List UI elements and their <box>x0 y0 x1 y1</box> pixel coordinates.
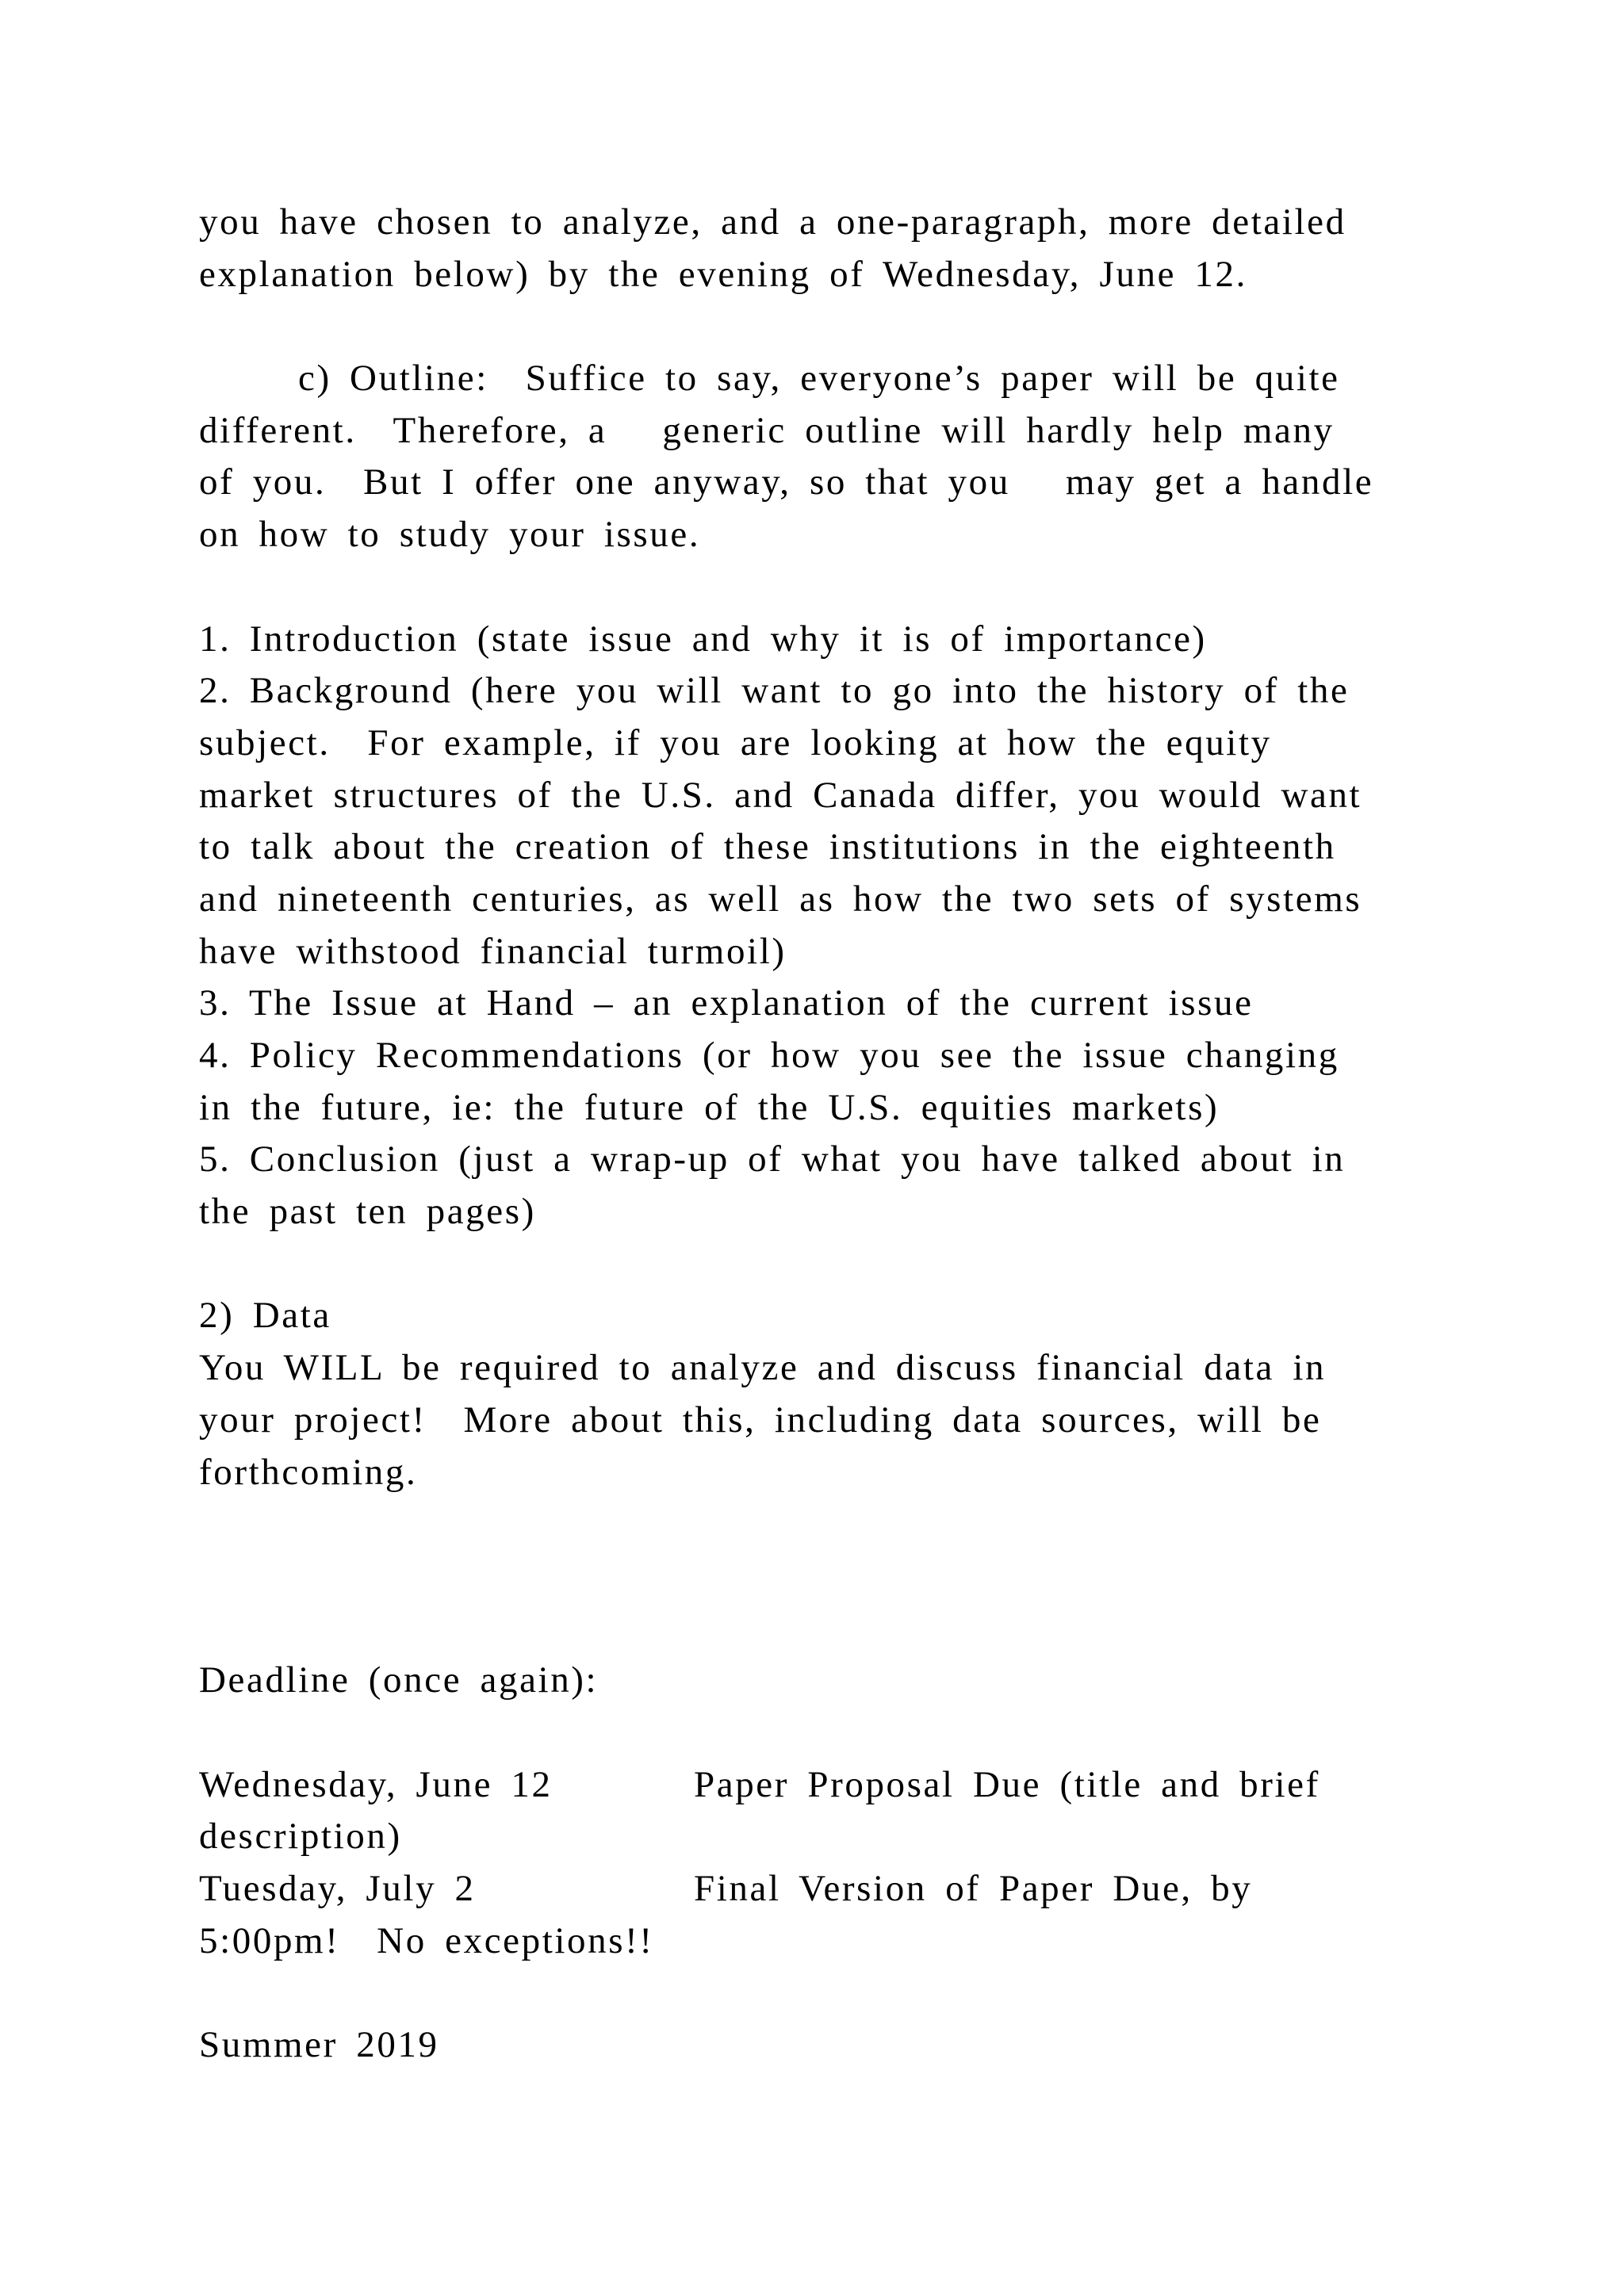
term-footer: Summer 2019 <box>199 2024 439 2066</box>
outline-paragraph-line: of you. But I offer one anyway, so that you may get a handle <box>199 461 1374 503</box>
outline-item: subject. For example, if you are looking at how the equity <box>199 721 1272 763</box>
data-section-heading: 2) Data <box>199 1295 331 1337</box>
outline-item: 3. The Issue at Hand – an explanation of the current issue <box>199 982 1254 1024</box>
deadline-description: Final Version of Paper Due, by <box>694 1868 1253 1909</box>
intro-line: explanation below) by the evening of Wednesday, June 12. <box>199 253 1247 295</box>
outline-paragraph-line: different. Therefore, a generic outline will hardly help many <box>199 409 1335 451</box>
outline-paragraph-line: on how to study your issue. <box>199 514 701 556</box>
outline-item: the past ten pages) <box>199 1191 536 1233</box>
deadline-date: Tuesday, July 2 <box>199 1868 476 1909</box>
data-section-line: your project! More about this, including data sources, will be <box>199 1399 1322 1441</box>
outline-item: 2. Background (here you will want to go into the history of the <box>199 670 1350 712</box>
deadline-date: Wednesday, June 12 <box>199 1763 553 1805</box>
deadline-row <box>199 1863 1484 1915</box>
outline-paragraph-line: c) Outline: Suffice to say, everyone’s paper will be quite <box>298 358 1340 400</box>
deadline-heading: Deadline (once again): <box>199 1659 599 1701</box>
deadline-row <box>199 1759 1484 1812</box>
deadline-description-continued: 5:00pm! No exceptions!! <box>199 1919 654 1961</box>
outline-item: have withstood financial turmoil) <box>199 930 787 972</box>
deadline-description-continued: description) <box>199 1816 402 1858</box>
data-section-line: forthcoming. <box>199 1451 418 1493</box>
data-section-line: You WILL be required to analyze and discuss financial data in <box>199 1347 1327 1389</box>
outline-item: market structures of the U.S. and Canada differ, you would want <box>199 774 1362 816</box>
deadline-description: Paper Proposal Due (title and brief <box>694 1763 1320 1805</box>
intro-line: you have chosen to analyze, and a one-paragraph, more detailed <box>199 201 1346 243</box>
document-page <box>199 197 1484 2072</box>
outline-item: 1. Introduction (state issue and why it is of importance) <box>199 618 1207 660</box>
outline-item: to talk about the creation of these institutions in the eighteenth <box>199 826 1336 868</box>
outline-item: 4. Policy Recommendations (or how you see the issue changing <box>199 1035 1339 1076</box>
outline-item: 5. Conclusion (just a wrap-up of what you have talked about in <box>199 1138 1346 1181</box>
outline-item: in the future, ie: the future of the U.S. equities markets) <box>199 1086 1220 1128</box>
outline-item: and nineteenth centuries, as well as how the two sets of systems <box>199 878 1362 920</box>
